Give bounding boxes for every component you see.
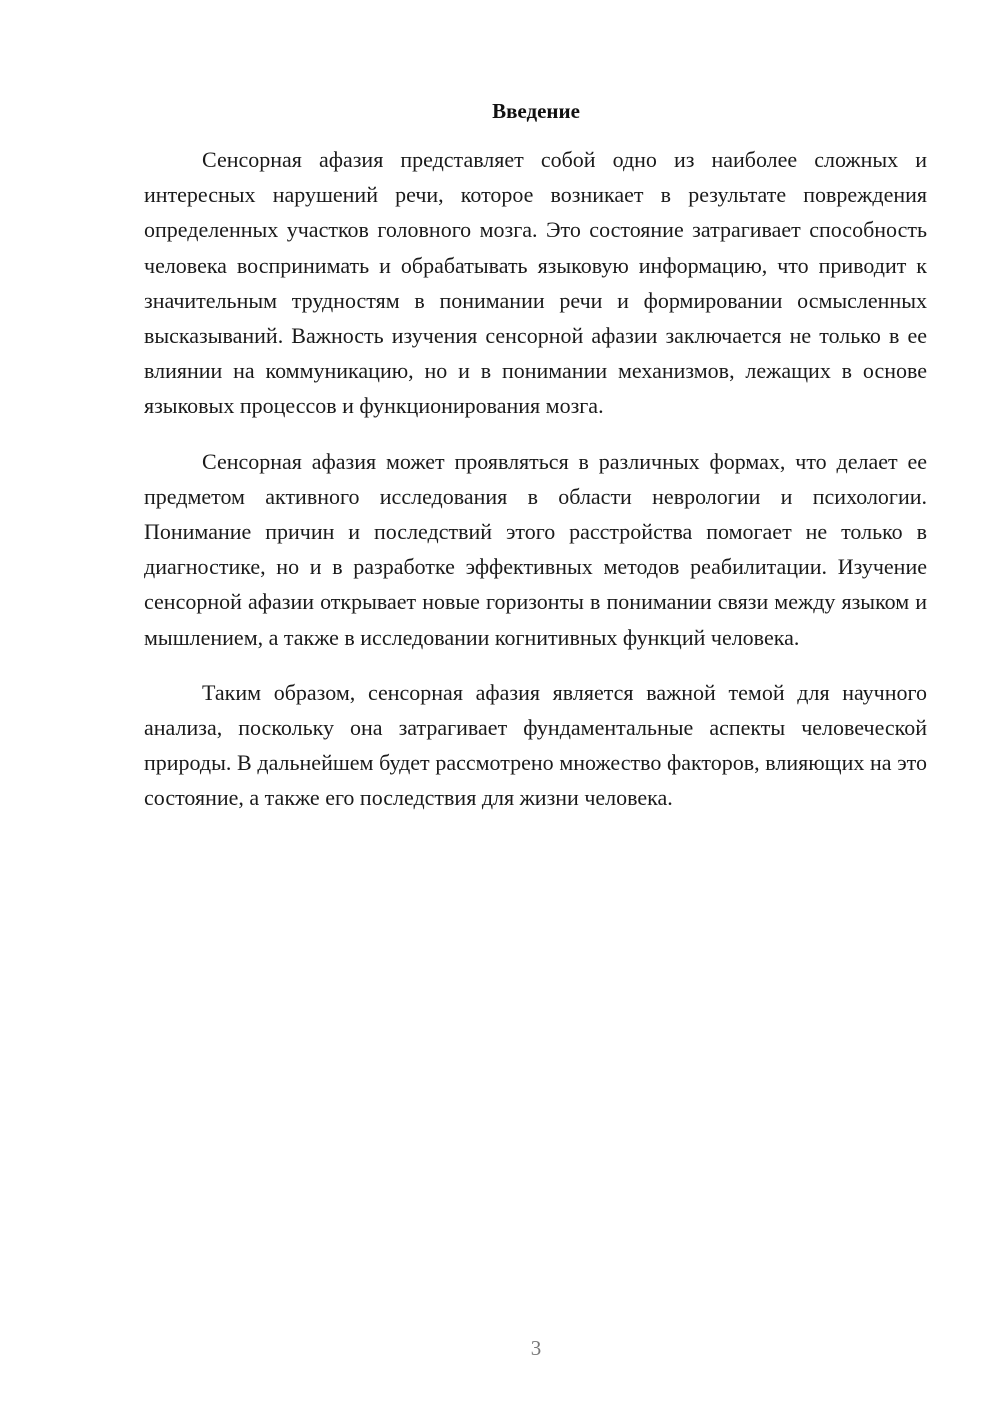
section-heading: Введение: [492, 99, 580, 123]
document-body: [144, 142, 927, 836]
page-number: 3: [530, 1336, 542, 1360]
paragraph-1: Сенсорная афазия представляет собой одно из наиболее сложных и интересных нарушений речи, которое возникает в результате повреждения определенных участков головного мозга. Это состояние затрагивает способность человека воспринимать и обрабатывать языковую информацию, что приводит к значительным трудностям в понимании речи и формировании осмысленных высказываний. Важность изучения сенсорной афазии заключается не только в ее влиянии на коммуникацию, но и в понимании механизмов, лежащих в основе языковых процессов и функционирования мозга.: [144, 147, 927, 419]
paragraph-2: Сенсорная афазия может проявляться в различных формах, что делает ее предметом активного исследования в области неврологии и психологии. Понимание причин и последствий этого расстройства помогает не только в диагностике, но и в разработке эффективных методов реабилитации. Изучение сенсорной афазии открывает новые горизонты в понимании связи между языком и мышлением, а также в исследовании когнитивных функций человека.: [144, 448, 927, 650]
paragraph-3: Таким образом, сенсорная афазия является важной темой для научного анализа, поскольку она затрагивает фундаментальные аспекты человеческой природы. В дальнейшем будет рассмотрено множество факторов, влияющих на это состояние, а также его последствия для жизни человека.: [144, 679, 927, 811]
